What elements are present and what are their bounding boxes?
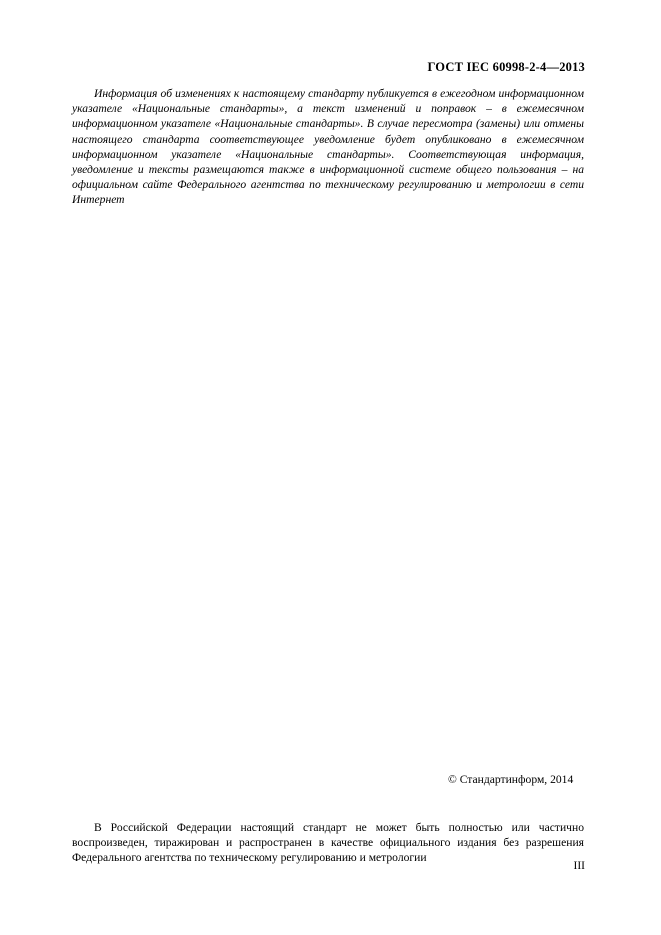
page-header-standard-number: ГОСТ IEC 60998-2-4—2013 (427, 60, 585, 74)
page-number: III (573, 860, 585, 872)
standard-change-notice-paragraph: Информация об изменениях к настоящему стандарту публикуется в ежегодном информационном указателе «Национальные стандарты», а текст изменений и поправок – в ежемесячном информационном указателе «Национальные стандарты». В случае пересмотра (замены) или отмены настоящего стандарта соответствующее уведомление будет опубликовано в ежемесячном информационном указателе «Национальные стандарты». Соответствующая информация, уведомление и тексты размещаются также в информационной системе общего пользования – на официальном сайте Федерального агентства по техническому регулированию и метрологии в сети Интернет (72, 87, 584, 207)
copyright-line: © Стандартинформ, 2014 (448, 773, 574, 786)
reproduction-restriction-note: В Российской Федерации настоящий стандарт не может быть полностью или частично воспроизведен, тиражирован и распространен в качестве официального издания без разрешения Федерального агентства по техническому регулированию и метрологии (72, 821, 584, 864)
